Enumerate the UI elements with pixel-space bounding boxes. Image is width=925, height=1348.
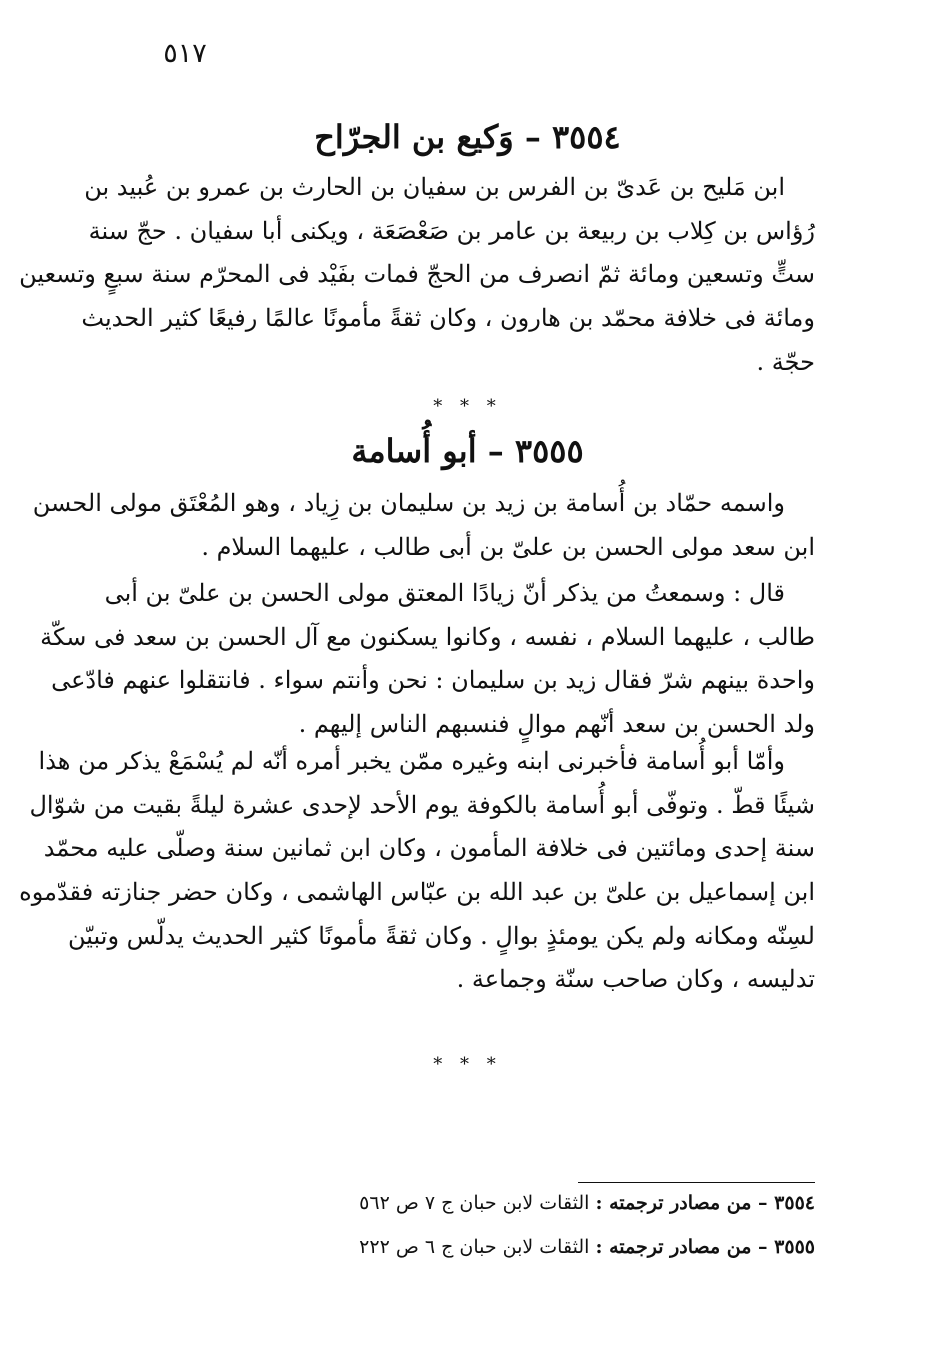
paragraph-line: رُؤاس بن كِلاب بن ربيعة بن عامر بن صَعْصَعَة ، ويكنى أبا سفيان . حجّ سنة: [88, 216, 815, 245]
paragraph-line: ابن إسماعيل بن علىّ بن عبد الله بن عبّاس الهاشمى ، وكان حضر جنازته فقدّموه: [19, 878, 815, 907]
paragraph-line: سنة إحدى ومائتين فى خلافة المأمون ، وكان ابن ثمانين سنة وصلّى عليه محمّد: [43, 834, 815, 863]
paragraph-line: شيئًا قطّ . وتوفّى أبو أُسامة بالكوفة يوم الأحد لإحدى عشرة ليلةً بقيت من شوّال: [29, 790, 815, 819]
footnote-label: ٣٥٥٥ – من مصادر ترجمته :: [595, 1236, 815, 1258]
paragraph-line: ولد الحسن بن سعد أنّهم موالٍ فنسبهم الناس إليهم .: [298, 710, 815, 739]
paragraph-line: تدليسه ، وكان صاحب سنّة وجماعة .: [456, 965, 815, 994]
entry-3555-paragraph-2: [40, 572, 815, 747]
footnote-divider: [578, 1182, 815, 1183]
paragraph-line: واسمه حمّاد بن أُسامة بن زيد بن سليمان بن زِياد ، وهو المُعْتَق مولى الحسن: [32, 489, 785, 517]
section-separator: * * *: [433, 396, 502, 417]
paragraph-line: واحدة بينهم شرّ فقال زيد بن سليمان : نحن وأنتم سواء . فانتقلوا عنهم فادّعى: [51, 666, 815, 695]
entry-3554-paragraph: [19, 166, 815, 384]
page-number: ٥١٧: [163, 38, 207, 69]
footnote-label: ٣٥٥٤ – من مصادر ترجمته :: [595, 1192, 815, 1214]
section-separator: * * *: [433, 1054, 502, 1075]
entry-3555-paragraph-3: [19, 740, 815, 1002]
paragraph-line: ستٍّ وتسعين ومائة ثمّ انصرف من الحجّ فمات بفَيْد فى المحرّم سنة سبعٍ وتسعين: [19, 260, 815, 289]
footnote-text: الثقات لابن حبان ج ٦ ص ٢٢٢: [359, 1236, 590, 1258]
entry-title-3555: ٣٥٥٥ – أبو أُسامة: [351, 432, 584, 470]
paragraph-line: لسِنّه ومكانه ولم يكن يومئذٍ بوالٍ . وكان ثقةً مأمونًا كثير الحديث يدلّس وتبيّن: [68, 921, 815, 950]
paragraph-line: قال : وسمعتُ من يذكر أنّ زيادًا المعتق مولى الحسن بن علىّ بن أبى: [104, 579, 785, 607]
paragraph-line: طالب ، عليهما السلام ، نفسه ، وكانوا يسكنون مع آل الحسن بن سعد فى سكّة: [40, 622, 815, 651]
footnote-3555: [120, 1236, 815, 1258]
paragraph-line: وأمّا أبو أُسامة فأخبرنى ابنه وغيره ممّن يخبر أمره أنّه لم يُسْمَعْ يذكر من هذا: [38, 747, 785, 775]
paragraph-line: ابن سعد مولى الحسن بن علىّ بن أبى طالب ، عليهما السلام .: [201, 532, 815, 561]
footnote-text: الثقات لابن حبان ج ٧ ص ٥٦٢: [359, 1192, 590, 1214]
paragraph-line: ومائة فى خلافة محمّد بن هارون ، وكان ثقةً مأمونًا عالمًا رفيعًا كثير الحديث: [81, 304, 815, 333]
paragraph-line: حجّة .: [756, 347, 815, 376]
paragraph-line: ابن مَليح بن عَدىّ بن الفرس بن سفيان بن الحارث بن عمرو بن عُبيد بن: [84, 173, 785, 201]
entry-title-3554: ٣٥٥٤ – وَكيع بن الجرّاح: [314, 118, 621, 156]
footnote-3554: [120, 1192, 815, 1214]
entry-3555-paragraph-1: [32, 482, 815, 569]
